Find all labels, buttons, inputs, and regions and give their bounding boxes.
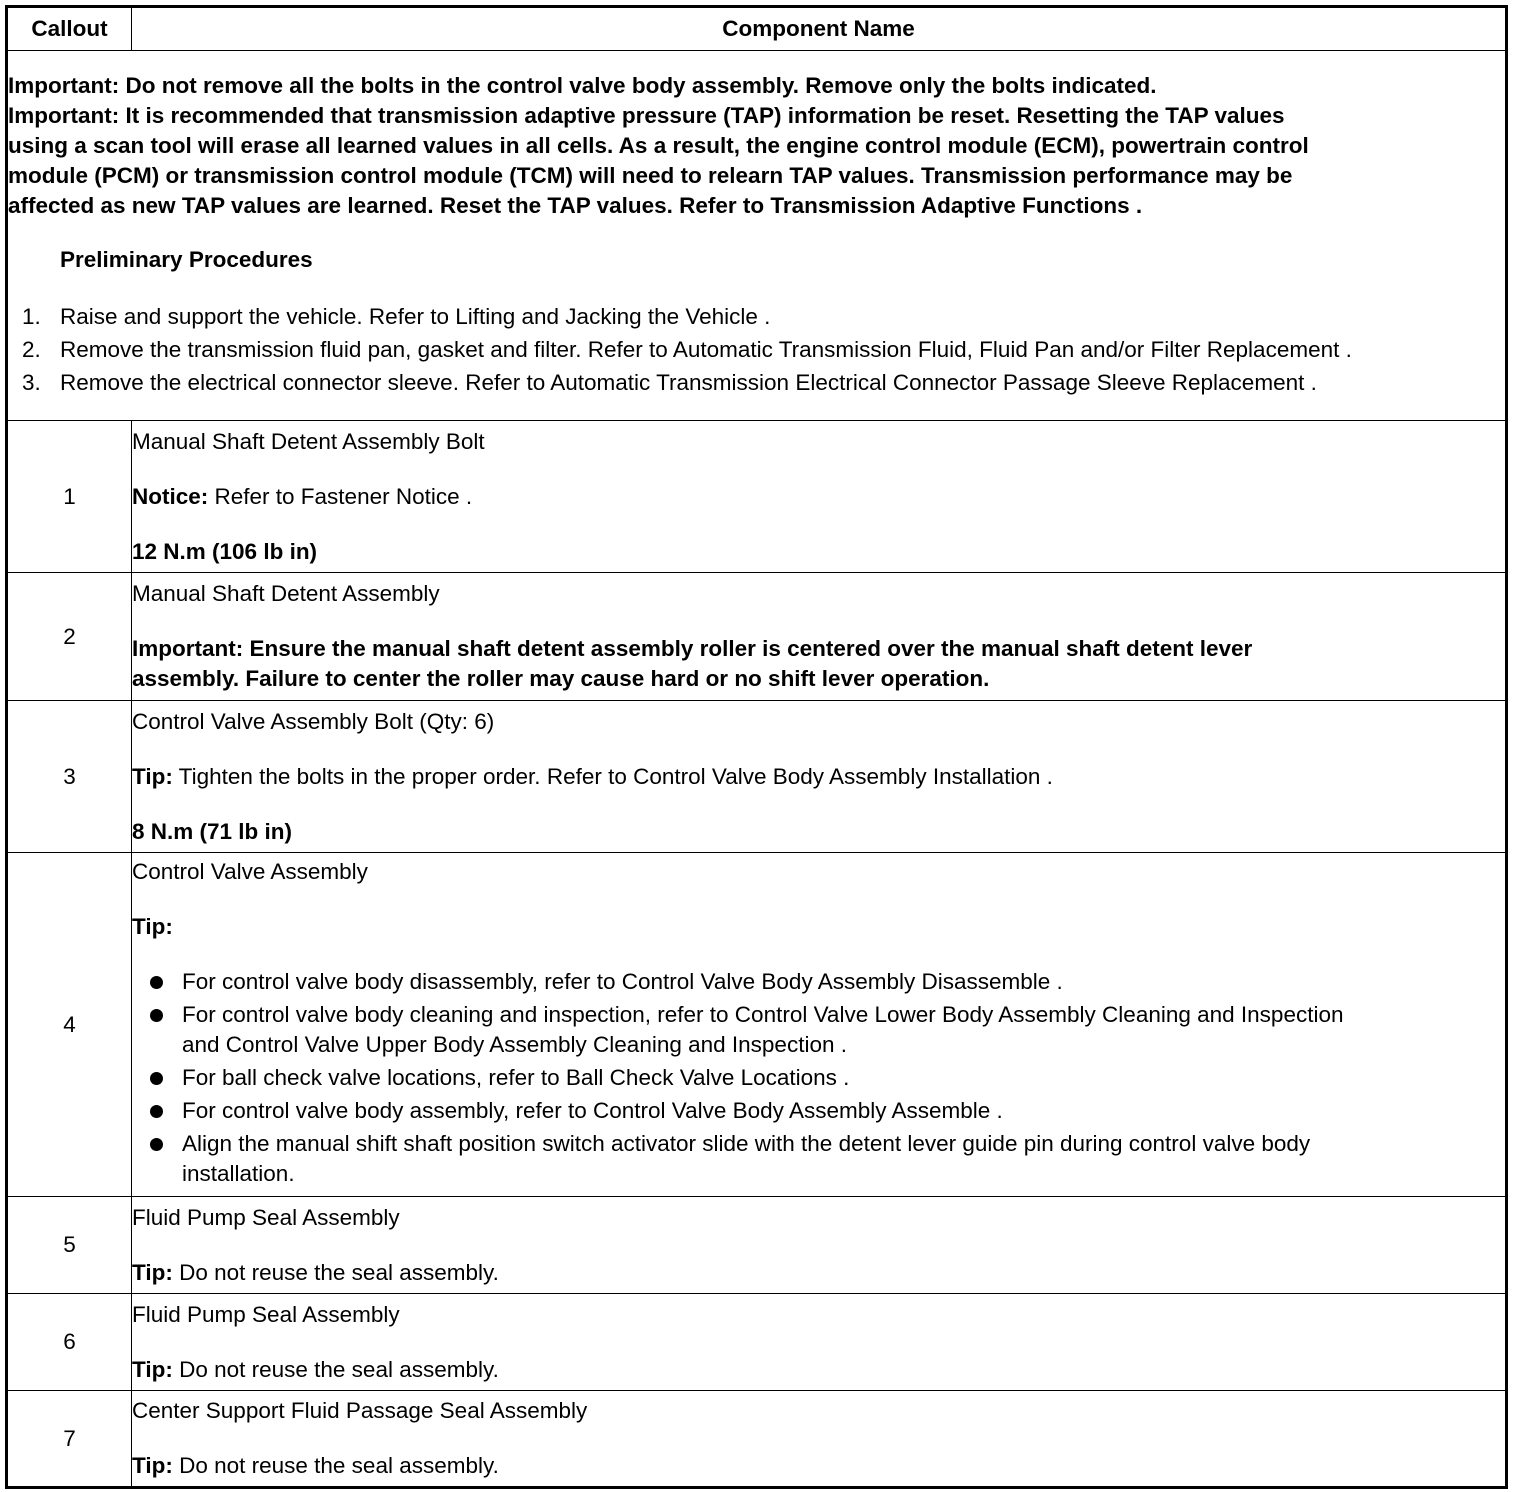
step-number: 3. (22, 370, 41, 395)
important-note-line: Important: Ensure the manual shaft detent assembly roller is centered over the manual shaft detent lever (132, 636, 1253, 661)
list-item (132, 1096, 1505, 1126)
callout-number: 6 (7, 1294, 132, 1391)
step-text: Remove the transmission fluid pan, gasket and filter. Refer to Automatic Transmission Fluid, Fluid Pan and/or Filter Replacement . (60, 337, 1352, 362)
table-row (7, 853, 1507, 1197)
callout-number: 5 (7, 1197, 132, 1294)
step-text: Raise and support the vehicle. Refer to Lifting and Jacking the Vehicle . (60, 304, 771, 329)
bullet-icon (150, 1105, 163, 1118)
table-row (7, 573, 1507, 701)
tip-text: Tighten the bolts in the proper order. Refer to Control Valve Body Assembly Installation . (172, 763, 1053, 789)
intro-row (7, 51, 1507, 421)
tip-label: Tip: (132, 1259, 173, 1285)
list-item (8, 301, 1505, 332)
tip-label: Tip: (132, 1453, 173, 1478)
component-table (5, 5, 1508, 1489)
important-note-2-line: affected as new TAP values are learned. Reset the TAP values. Refer to Transmission Adaptive Functions . (8, 193, 1143, 218)
bullet-text: installation. (182, 1161, 295, 1186)
list-item (132, 1063, 1505, 1093)
notice-text: Refer to Fastener Notice . (208, 483, 473, 509)
list-item (8, 334, 1505, 365)
step-number: 2. (22, 337, 41, 362)
callout-column-header: Callout (7, 7, 132, 51)
table-row (7, 1294, 1507, 1391)
bullet-text: For control valve body assembly, refer to Control Valve Body Assembly Assemble . (182, 1098, 1003, 1123)
component-name: Fluid Pump Seal Assembly (132, 1204, 400, 1230)
component-name: Control Valve Assembly (132, 859, 368, 884)
callout-number: 7 (7, 1391, 132, 1488)
component-cell (132, 421, 1507, 573)
table-row (7, 701, 1507, 853)
preliminary-steps-list (8, 301, 1505, 398)
component-name: Manual Shaft Detent Assembly (132, 581, 440, 606)
tip-label: Tip: (132, 763, 173, 789)
component-name: Control Valve Assembly Bolt (Qty: 6) (132, 708, 495, 734)
callout-number: 3 (7, 701, 132, 853)
callout-number: 1 (7, 421, 132, 573)
tip-label: Tip: (132, 914, 173, 939)
component-name: Center Support Fluid Passage Seal Assembly (132, 1398, 588, 1423)
callout-number: 2 (7, 573, 132, 701)
step-number: 1. (22, 304, 41, 329)
component-name: Fluid Pump Seal Assembly (132, 1301, 400, 1327)
component-cell (132, 1294, 1507, 1391)
important-note-2-line: module (PCM) or transmission control module (TCM) will need to relearn TAP values. Transmission performance may be (8, 163, 1293, 188)
preliminary-procedures-title: Preliminary Procedures (60, 247, 313, 272)
list-item (132, 1000, 1505, 1060)
tip-line (132, 1258, 1505, 1288)
intro-cell (7, 51, 1507, 421)
component-cell (132, 573, 1507, 701)
component-cell (132, 1197, 1507, 1294)
tip-label: Tip: (132, 1356, 173, 1382)
tip-text: Do not reuse the seal assembly. (172, 1356, 499, 1382)
important-note-1: Important: Do not remove all the bolts in the control valve body assembly. Remove only the bolts indicated. (8, 73, 1157, 98)
tip-line (132, 762, 1505, 792)
table-row (7, 421, 1507, 573)
component-cell (132, 853, 1507, 1197)
torque-spec: 8 N.m (71 lb in) (132, 818, 293, 844)
important-note-line: assembly. Failure to center the roller may cause hard or no shift lever operation. (132, 666, 990, 691)
important-note-2-line: using a scan tool will erase all learned values in all cells. As a result, the engine control module (ECM), powertrain control (8, 133, 1309, 158)
bullet-text: and Control Valve Upper Body Assembly Cleaning and Inspection . (182, 1032, 847, 1057)
bullet-text: For control valve body disassembly, refer to Control Valve Body Assembly Disassemble . (182, 969, 1063, 994)
torque-spec: 12 N.m (106 lb in) (132, 538, 318, 564)
component-name: Manual Shaft Detent Assembly Bolt (132, 428, 485, 454)
callout-number: 4 (7, 853, 132, 1197)
bullet-text: Align the manual shift shaft position switch activator slide with the detent lever guide pin during control valve body (182, 1131, 1311, 1156)
component-name-column-header: Component Name (132, 7, 1507, 51)
table-row (7, 1197, 1507, 1294)
list-item (132, 967, 1505, 997)
important-note-2-line: Important: It is recommended that transmission adaptive pressure (TAP) information be reset. Resetting the TAP values (8, 103, 1285, 128)
list-item (132, 1129, 1505, 1189)
bullet-icon (150, 1009, 163, 1022)
component-cell (132, 1391, 1507, 1488)
list-item (8, 367, 1505, 398)
table-header-row (7, 7, 1507, 51)
bullet-text: For control valve body cleaning and inspection, refer to Control Valve Lower Body Assembly Cleaning and Inspection (182, 1002, 1344, 1027)
bullet-icon (150, 1138, 163, 1151)
notice-label: Notice: (132, 483, 209, 509)
table-row (7, 1391, 1507, 1488)
step-text: Remove the electrical connector sleeve. Refer to Automatic Transmission Electrical Connector Passage Sleeve Replacement . (60, 370, 1317, 395)
tip-line (132, 1355, 1505, 1385)
tip-text: Do not reuse the seal assembly. (172, 1259, 499, 1285)
bullet-icon (150, 1072, 163, 1085)
component-cell (132, 701, 1507, 853)
tip-line (132, 1451, 1505, 1481)
tip-bullet-list (132, 967, 1505, 1189)
bullet-text: For ball check valve locations, refer to Ball Check Valve Locations . (182, 1065, 850, 1090)
bullet-icon (150, 976, 163, 989)
notice-line (132, 482, 1505, 512)
tip-text: Do not reuse the seal assembly. (172, 1453, 499, 1478)
